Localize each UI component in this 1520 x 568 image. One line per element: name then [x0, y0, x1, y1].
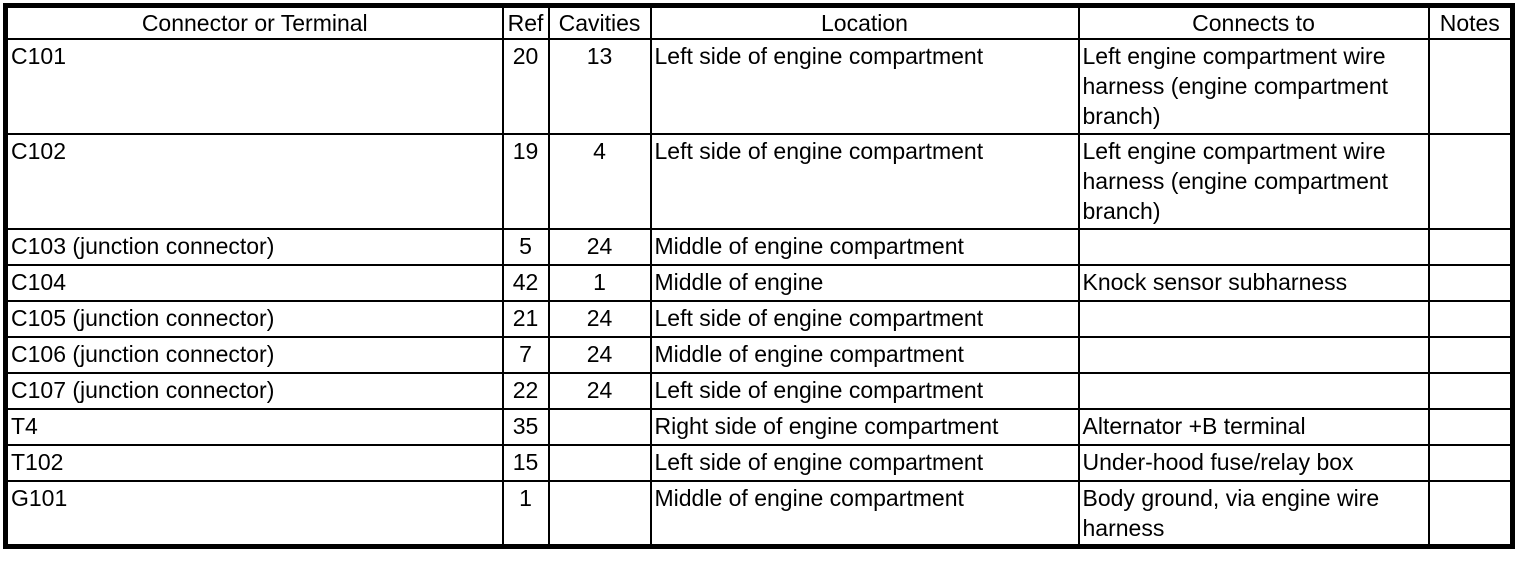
cell-cavities	[549, 445, 651, 481]
cell-connector: C107 (junction connector)	[6, 373, 503, 409]
cell-ref: 21	[503, 301, 549, 337]
cell-location: Left side of engine compartment	[651, 373, 1079, 409]
header-location: Location	[651, 6, 1079, 40]
table-row	[6, 481, 1513, 547]
connector-terminal-table	[3, 3, 1515, 549]
cell-connector: C101	[6, 39, 503, 134]
cell-connects-to: Alternator +B terminal	[1079, 409, 1429, 445]
cell-connector: T102	[6, 445, 503, 481]
table-row	[6, 445, 1513, 481]
cell-cavities: 24	[549, 337, 651, 373]
cell-location: Left side of engine compartment	[651, 39, 1079, 134]
table-row	[6, 134, 1513, 229]
table-row	[6, 301, 1513, 337]
cell-connects-to	[1079, 373, 1429, 409]
header-connector-or-terminal: Connector or Terminal	[6, 6, 503, 40]
header-connects-to: Connects to	[1079, 6, 1429, 40]
cell-cavities: 1	[549, 265, 651, 301]
cell-connector: C102	[6, 134, 503, 229]
table-row	[6, 373, 1513, 409]
table-row	[6, 337, 1513, 373]
cell-location: Middle of engine	[651, 265, 1079, 301]
cell-ref: 7	[503, 337, 549, 373]
cell-connects-to: Under-hood fuse/relay box	[1079, 445, 1429, 481]
cell-connects-to: Body ground, via engine wire harness	[1079, 481, 1429, 547]
cell-cavities: 24	[549, 301, 651, 337]
header-cavities: Cavities	[549, 6, 651, 40]
cell-notes	[1429, 373, 1513, 409]
cell-connector: T4	[6, 409, 503, 445]
cell-notes	[1429, 39, 1513, 134]
cell-notes	[1429, 337, 1513, 373]
cell-location: Middle of engine compartment	[651, 481, 1079, 547]
cell-location: Left side of engine compartment	[651, 301, 1079, 337]
cell-cavities	[549, 481, 651, 547]
cell-connector: C106 (junction connector)	[6, 337, 503, 373]
cell-notes	[1429, 229, 1513, 265]
cell-notes	[1429, 265, 1513, 301]
cell-connector: G101	[6, 481, 503, 547]
cell-connects-to	[1079, 229, 1429, 265]
cell-cavities: 24	[549, 373, 651, 409]
cell-connector: C103 (junction connector)	[6, 229, 503, 265]
header-ref: Ref	[503, 6, 549, 40]
cell-connector: C105 (junction connector)	[6, 301, 503, 337]
cell-ref: 5	[503, 229, 549, 265]
cell-connects-to	[1079, 301, 1429, 337]
cell-notes	[1429, 481, 1513, 547]
cell-ref: 35	[503, 409, 549, 445]
cell-location: Left side of engine compartment	[651, 134, 1079, 229]
cell-notes	[1429, 301, 1513, 337]
cell-notes	[1429, 445, 1513, 481]
table-row	[6, 229, 1513, 265]
cell-notes	[1429, 409, 1513, 445]
header-notes: Notes	[1429, 6, 1513, 40]
table-row	[6, 409, 1513, 445]
cell-location: Right side of engine compartment	[651, 409, 1079, 445]
cell-cavities: 4	[549, 134, 651, 229]
cell-cavities	[549, 409, 651, 445]
cell-connects-to: Knock sensor subharness	[1079, 265, 1429, 301]
cell-ref: 1	[503, 481, 549, 547]
cell-connects-to: Left engine compartment wire harness (engine compartment branch)	[1079, 39, 1429, 134]
cell-cavities: 13	[549, 39, 651, 134]
cell-location: Middle of engine compartment	[651, 229, 1079, 265]
table-header-row	[6, 6, 1513, 40]
cell-ref: 42	[503, 265, 549, 301]
cell-connects-to	[1079, 337, 1429, 373]
cell-location: Left side of engine compartment	[651, 445, 1079, 481]
cell-ref: 22	[503, 373, 549, 409]
cell-notes	[1429, 134, 1513, 229]
cell-ref: 19	[503, 134, 549, 229]
cell-connector: C104	[6, 265, 503, 301]
table-row	[6, 265, 1513, 301]
cell-cavities: 24	[549, 229, 651, 265]
cell-connects-to: Left engine compartment wire harness (engine compartment branch)	[1079, 134, 1429, 229]
cell-location: Middle of engine compartment	[651, 337, 1079, 373]
cell-ref: 20	[503, 39, 549, 134]
table-row	[6, 39, 1513, 134]
cell-ref: 15	[503, 445, 549, 481]
